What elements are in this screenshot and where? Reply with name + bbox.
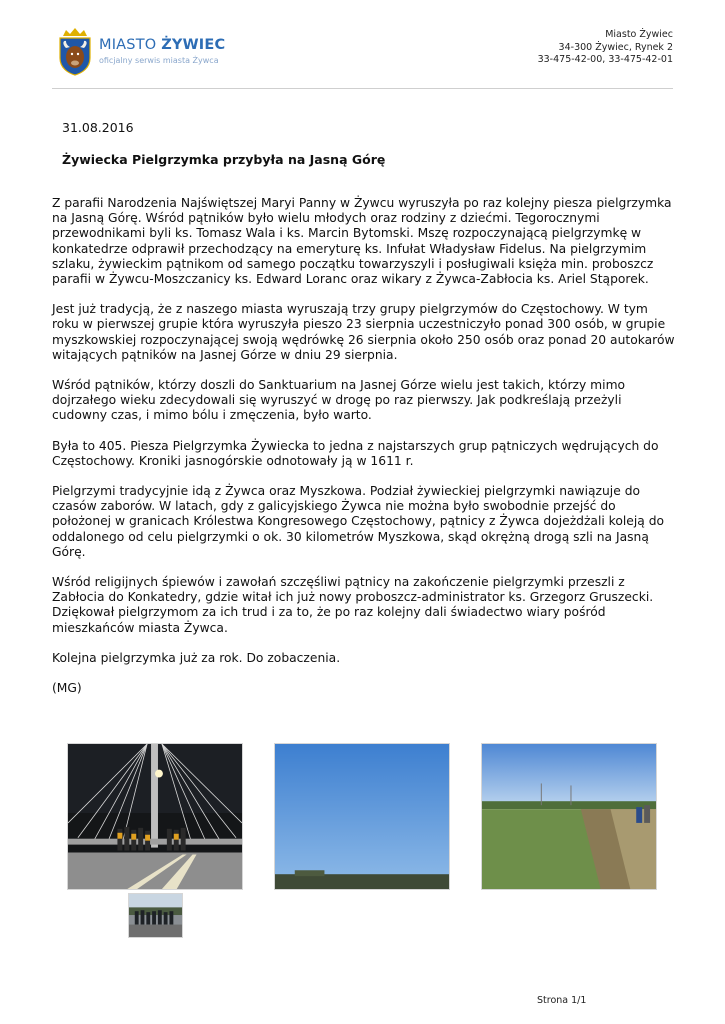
brand-name-1: MIASTO <box>99 37 162 53</box>
brand-tagline: oficjalny serwis miasta Żywca <box>99 56 219 65</box>
article-date: 31.08.2016 <box>62 120 134 135</box>
coat-of-arms-icon <box>57 26 93 76</box>
gallery-photo-field[interactable] <box>481 743 657 890</box>
contact-address: 34-300 Żywiec, Rynek 2 <box>558 41 673 53</box>
paragraph: Była to 405. Piesza Pielgrzymka Żywiecka to jedna z najstarszych grup pątniczych wędrujących do Częstochowy. Kroniki jasnogórskie odnotowały ją w 1611 r. <box>52 438 659 468</box>
contact-phones: 33-475-42-00, 33-475-42-01 <box>537 54 673 65</box>
gallery-photo-sky[interactable] <box>274 743 450 890</box>
gallery-photo-thumbnail[interactable] <box>128 893 183 938</box>
gallery-photo-bridge-night[interactable] <box>67 743 243 890</box>
brand-name <box>99 37 225 53</box>
header-divider <box>52 88 673 89</box>
paragraph: Z parafii Narodzenia Najświętszej Maryi Panny w Żywcu wyruszyła po raz kolejny piesza pielgrzymka na Jasną Górę. Wśród pątników było wielu młodych oraz rodziny z dziećmi. Tegorocznymi przewodnikami byli ks. Tomasz Wala i ks. Marcin Bytomski. Mszę rozpoczynającą pielgrzymkę w konkatedrze odprawił przechodzący na emeryturę ks. Infułat Władysław Fidelus. Na pielgrzymim szlaku, żywieckim pątnikom od samego początku towarzyszyli i posługiwali księża min. proboszcz parafii w Żywcu-Moszczanicy ks. Edward Loranc oraz wikary z Żywca-Zabłocia ks. Ariel Stąporek. <box>52 196 672 287</box>
author-signature: (MG) <box>52 681 82 696</box>
contact-city: Miasto Żywiec <box>605 29 673 40</box>
brand <box>99 37 225 65</box>
site-logo[interactable] <box>57 26 225 76</box>
paragraph: Wśród pątników, którzy doszli do Sanktuarium na Jasnej Górze wielu jest takich, którzy mimo dojrzałego wieku zdecydowali się wyruszyć w drogę po raz pierwszy. Jak podkreślają przeżyli cudowny czas, i mimo bólu i zmęczenia, było warto. <box>52 378 626 423</box>
paragraph: Pielgrzymi tradycyjnie idą z Żywca oraz Myszkowa. Podział żywieckiej pielgrzymki nawiązuje do czasów zaborów. W latach, gdy z galicyjskiego Żywca nie można było swobodnie przejść do położonej w granicach Królestwa Kongresowego Częstochowy, pątnicy z Żywca dojeżdżali koleją do oddalonego od celu pielgrzymki o ok. 30 kilometrów Myszkowa, skąd okrężną drogą szli na Jasną Górę. <box>52 484 665 559</box>
brand-name-2: ŻYWIEC <box>161 37 226 53</box>
contact-info <box>538 29 673 67</box>
article-title: Żywiecka Pielgrzymka przybyła na Jasną Górę <box>62 152 386 167</box>
page-number: Strona 1/1 <box>537 995 587 1006</box>
page-header <box>0 0 725 95</box>
paragraph: Jest już tradycją, że z naszego miasta wyruszają trzy grupy pielgrzymów do Częstochowy. W tym roku w pierwszej grupie która wyruszyła pieszo 23 sierpnia uczestniczyło ponad 300 osób, w grupie myszkowskiej rozpoczynającej swoją wędrówkę 26 sierpnia około 250 osób oraz ponad 20 autokarów witających pątników na Jasnej Górze w dniu 29 sierpnia. <box>52 302 675 362</box>
paragraph: Wśród religijnych śpiewów i zawołań szczęśliwi pątnicy na zakończenie pielgrzymki przeszli z Zabłocia do Konkatedry, gdzie witał ich już nowy proboszcz-administrator ks. Grzegorz Gruszecki. Dziękował pielgrzymom za ich trud i za to, że po raz kolejny dali świadectwo wiary pośród mieszkańców miasta Żywca. <box>52 575 654 635</box>
paragraph: Kolejna pielgrzymka już za rok. Do zobaczenia. <box>52 650 341 665</box>
article-body <box>52 196 676 711</box>
